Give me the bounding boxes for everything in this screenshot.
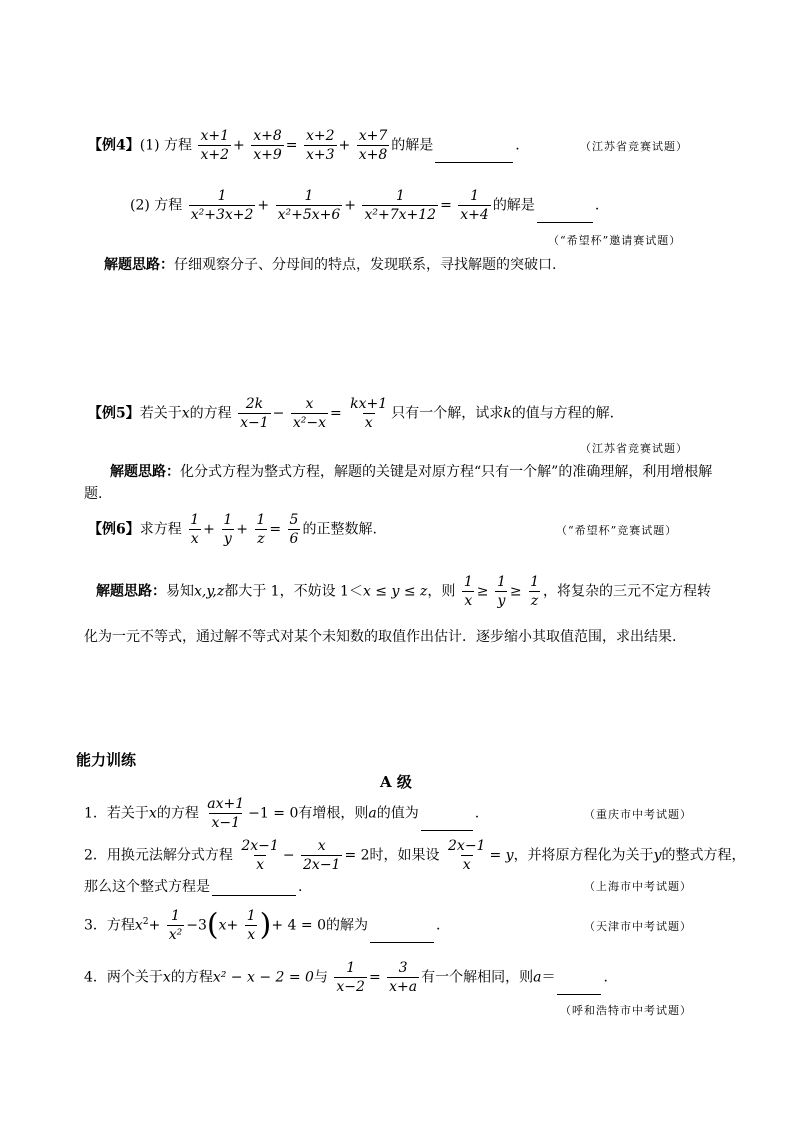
fraction: $\frac{x}{\text{x²−x}}$ — [292, 396, 326, 432]
fraction: $\frac{x+1}{x+2}$ — [200, 128, 230, 164]
answer-blank — [212, 881, 296, 896]
source-note: （“希望杯”邀请赛试题） — [548, 234, 682, 247]
fraction: $\frac{1}{y}$ — [223, 512, 233, 548]
source-note: （天津市中考试题） — [584, 920, 692, 933]
fraction: $\frac{x+7}{x+8}$ — [358, 128, 388, 164]
example-label: 【例5】 — [88, 405, 140, 422]
solution-hint-cont: 题. — [84, 486, 103, 502]
question-2: 2．用换元法解分式方程 $\frac{2x-1}{x}$ − $\frac{x}{2x-1}$ = 2时，如果设 $\frac{2x-1}{x}$ = y，并将原方程化为关于y的整式方程， — [84, 838, 746, 874]
solution-hint: 解题思路：易知x,y,z都大于 1，不妨设 1＜x ≤ y ≤ z，则 $\frac{1}{x}$ ≥ $\frac{1}{y}$ ≥ $\frac{1}{z}$ ，将复杂的三元不定方程转 — [96, 574, 711, 610]
fraction: $\frac{1}{x}$ — [190, 512, 200, 548]
fraction: $\frac{1}{x}$ — [463, 574, 473, 610]
fraction: $\frac{1}{x+4}$ — [460, 188, 489, 224]
example-label: 【例4】 — [88, 137, 140, 154]
fraction: $\frac{x+2}{x+3}$ — [305, 128, 335, 164]
fraction: $\frac{1}{x}$ — [246, 908, 256, 944]
source-note: （上海市中考试题） — [584, 880, 692, 893]
source-note: （重庆市中考试题） — [584, 808, 692, 821]
fraction: $\frac{1}{\text{x²+7x+12}}$ — [364, 188, 437, 224]
example-6: 【例6】求方程 $\frac{1}{x}$ + $\frac{1}{y}$ + $\frac{1}{z}$ = $\frac{5}{6}$ 的正整数解. — [88, 512, 377, 548]
question-3: 3．方程$x^2+$ $\frac{1}{\text{x²}}$ −3(x+ $\frac{1}{x}$ )+ 4 = 0的解为 . — [84, 907, 441, 944]
answer-blank — [557, 980, 601, 995]
answer-blank — [537, 208, 593, 223]
fraction: $\frac{1}{z}$ — [530, 574, 539, 610]
solution-hint-cont: 化为一元不等式，通过解不等式对某个未知数的取值作出估计．逐步缩小其取值范围，求出结果. — [84, 629, 677, 645]
question-2-cont: 那么这个整式方程是 . — [84, 879, 303, 895]
solution-hint: 解题思路：仔细观察分子、分母间的特点，发现联系，寻找解题的突破口. — [104, 257, 557, 273]
fraction: $\frac{1}{\text{x²+5x+6}}$ — [277, 188, 341, 224]
fraction: $\frac{2k}{x-1}$ — [240, 396, 269, 432]
source-note: （江苏省竞赛试题） — [580, 140, 688, 153]
fraction: $\frac{ax+1}{x-1}$ — [207, 796, 245, 832]
question-1: 1．若关于x的方程 $\frac{ax+1}{x-1}$ −1 = 0有增根，则a的值为 . — [84, 796, 480, 832]
fraction: $\frac{1}{y}$ — [496, 574, 506, 610]
fraction: $\frac{1}{\text{x²}}$ — [168, 908, 183, 944]
source-note: （呼和浩特市中考试题） — [560, 1004, 692, 1017]
fraction: $\frac{kx+1}{x}$ — [350, 396, 388, 432]
fraction: $\frac{5}{6}$ — [289, 512, 299, 548]
question-4: 4．两个关于x的方程x² − x − 2 = 0与 $\frac{1}{x-2}$ = $\frac{3}{x+a}$ 有一个解相同，则a＝ . — [84, 960, 608, 996]
example-4-part-2: (2) 方程 $\frac{1}{\text{x²+3x+2}}$ + $\frac{1}{\text{x²+5x+6}}$ + $\frac{1}{\text{x²+7x+12}}$ = $\frac{1}{x+4}$ 的解是 . — [130, 188, 600, 224]
section-title: 能力训练 — [76, 751, 137, 769]
example-5: 【例5】若关于x的方程 $\frac{2k}{x-1}$ − $\frac{x}{\text{x²−x}}$ = $\frac{kx+1}{x}$ 只有一个解，试求k的值与方程的解. — [88, 396, 615, 432]
solution-hint: 解题思路：化分式方程为整式方程，解题的关键是对原方程“只有一个解”的准确理解，利用增根解 — [110, 464, 713, 480]
fraction: $\frac{2x-1}{x}$ — [448, 838, 486, 874]
level-heading: A 级 — [380, 773, 412, 791]
fraction: $\frac{x+8}{x+9}$ — [253, 128, 282, 164]
fraction: $\frac{1}{\text{x²+3x+2}}$ — [190, 188, 254, 224]
fraction: $\frac{3}{x+a}$ — [389, 960, 418, 996]
fraction: $\frac{x}{2x-1}$ — [303, 838, 341, 874]
fraction: $\frac{1}{x-2}$ — [336, 960, 365, 996]
example-4-part-1: 【例4】(1) 方程 $\frac{x+1}{x+2}$ + $\frac{x+8}{x+9}$ = $\frac{x+2}{x+3}$ + $\frac{x+7}{x+8}$ 的解是 . — [88, 128, 520, 164]
answer-blank — [421, 816, 473, 831]
fraction: $\frac{1}{z}$ — [256, 512, 266, 548]
fraction: $\frac{2x-1}{x}$ — [241, 838, 279, 874]
source-note: （江苏省竞赛试题） — [580, 442, 688, 455]
answer-blank — [370, 928, 434, 943]
example-label: 【例6】 — [88, 521, 140, 538]
answer-blank — [435, 148, 513, 163]
source-note: （“希望杯”竞赛试题） — [556, 524, 678, 537]
